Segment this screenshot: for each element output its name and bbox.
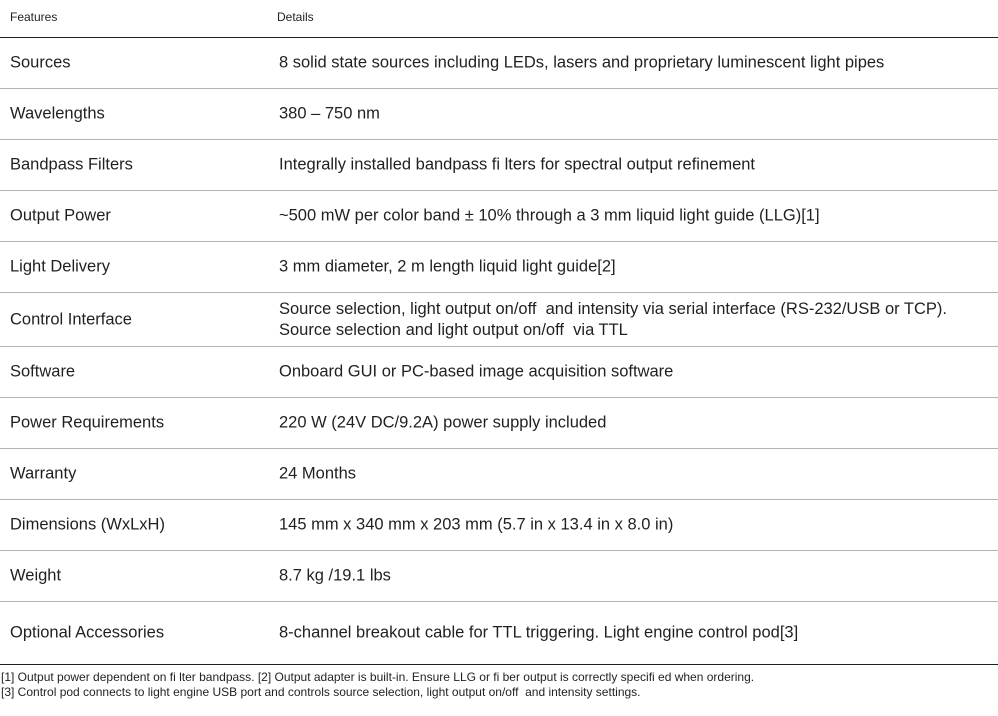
feature-label: Wavelengths [10, 104, 105, 123]
feature-label: Warranty [10, 464, 77, 483]
feature-label: Light Delivery [10, 257, 110, 276]
table-row [0, 500, 998, 551]
footnote: [3] Control pod connects to light engine USB port and controls source selection, light output on/off and intensity settings. [1, 684, 641, 699]
feature-label: Dimensions (WxLxH) [10, 515, 165, 534]
table-row [0, 140, 998, 191]
detail-value: ~500 mW per color band ± 10% through a 3 mm liquid light guide (LLG)[1] [279, 206, 820, 225]
feature-label: Bandpass Filters [10, 155, 133, 174]
table-row [0, 398, 998, 449]
details-column-header: Details [277, 10, 314, 24]
detail-value: 220 W (24V DC/9.2A) power supply included [279, 413, 607, 432]
table-row [0, 38, 998, 89]
detail-value: 3 mm diameter, 2 m length liquid light guide[2] [279, 257, 616, 276]
feature-label: Sources [10, 53, 71, 72]
table-row [0, 293, 998, 347]
table-row [0, 347, 998, 398]
feature-label: Output Power [10, 206, 111, 225]
detail-value: Onboard GUI or PC-based image acquisition software [279, 362, 674, 381]
detail-value: Source selection, light output on/off and intensity via serial interface (RS-232/USB or TCP). Source selection and light output on/off via TTL [279, 299, 947, 339]
detail-value: 145 mm x 340 mm x 203 mm (5.7 in x 13.4 in x 8.0 in) [279, 515, 674, 534]
detail-value: 8 solid state sources including LEDs, lasers and proprietary luminescent light pipes [279, 53, 885, 72]
detail-value: 380 – 750 nm [279, 104, 380, 123]
table-row [0, 89, 998, 140]
footnote: [1] Output power dependent on fi lter bandpass. [2] Output adapter is built-in. Ensure LLG or fi ber output is correctly specifi ed when ordering. [1, 670, 755, 684]
features-column-header: Features [10, 10, 58, 24]
detail-value: 8-channel breakout cable for TTL triggering. Light engine control pod[3] [279, 623, 799, 642]
feature-label: Power Requirements [10, 413, 165, 432]
feature-label: Weight [10, 566, 62, 585]
table-header [0, 0, 998, 38]
table-row [0, 191, 998, 242]
detail-value: 8.7 kg /19.1 lbs [279, 566, 391, 585]
feature-label: Software [10, 362, 76, 381]
table-row [0, 449, 998, 500]
table-row [0, 551, 998, 602]
feature-label: Optional Accessories [10, 623, 165, 642]
feature-label: Control Interface [10, 310, 132, 328]
table-row [0, 242, 998, 293]
table-row [0, 602, 998, 665]
footnotes [1, 670, 754, 699]
detail-value: Integrally installed bandpass fi lters for spectral output refinement [279, 155, 756, 174]
detail-value: 24 Months [279, 464, 357, 483]
